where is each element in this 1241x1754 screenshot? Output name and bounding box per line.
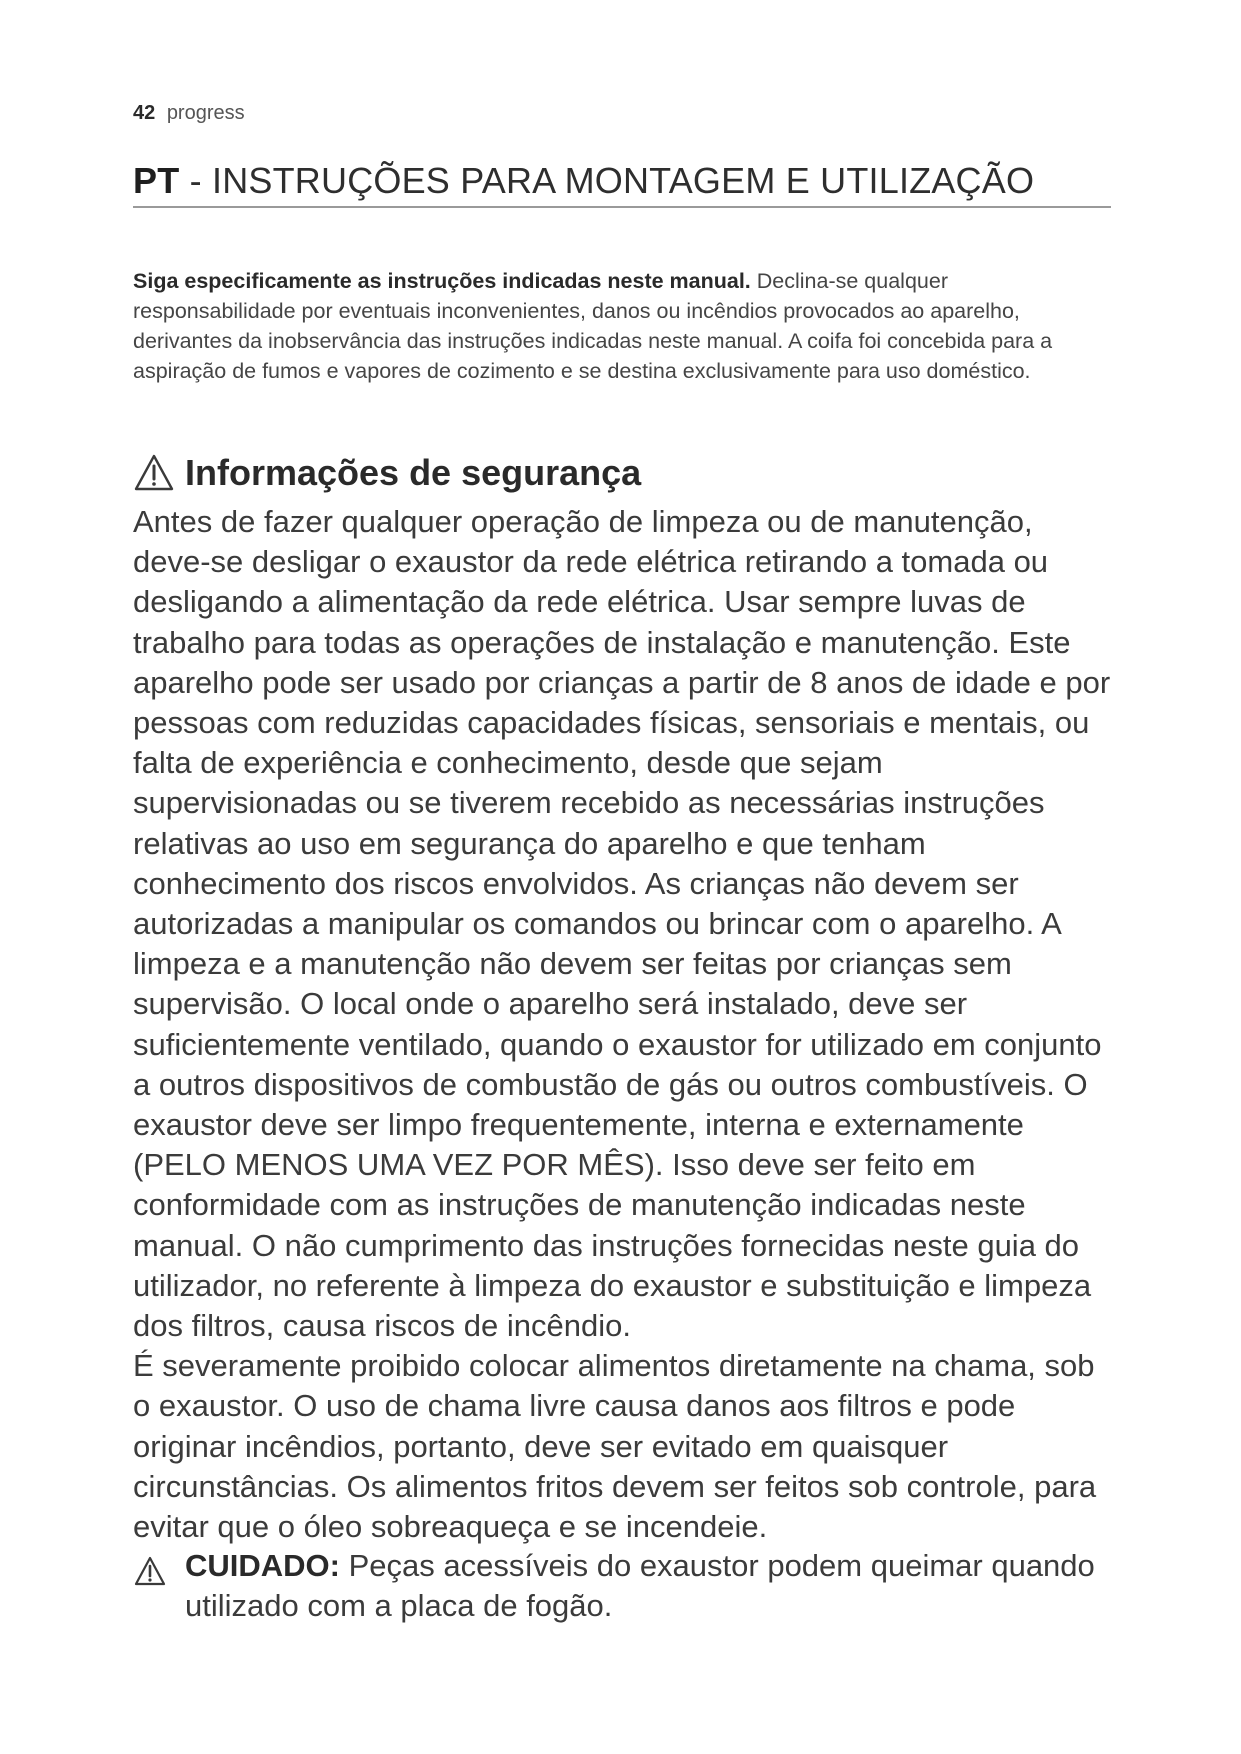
safety-section — [133, 448, 1113, 1547]
intro-text: Declina-se qualquer responsabilidade por eventuais inconvenientes, danos ou incêndios provocados ao aparelho, derivantes da inobservância das instruções indicadas neste manual. A coifa foi concebida para a aspiração de fumos e vapores de cozimento e se destina exclusivamente para uso doméstico. — [133, 269, 1053, 383]
page-title — [133, 160, 1111, 208]
caution-text — [185, 1546, 1113, 1626]
warning-triangle-icon — [133, 453, 175, 493]
caution-notice — [133, 1546, 1113, 1626]
safety-heading — [133, 448, 1113, 498]
page-header — [133, 102, 245, 125]
safety-heading-text: Informações de segurança — [185, 452, 642, 493]
caution-label: CUIDADO: — [185, 1548, 340, 1583]
caution-body: Peças acessíveis do exaustor podem queimar quando utilizado com a placa de fogão. — [185, 1548, 1095, 1623]
safety-paragraph-2: É severamente proibido colocar alimentos diretamente na chama, sob o exaustor. O uso de chama livre causa danos aos filtros e pode originar incêndios, portanto, deve ser evitado em quaisquer circunstâncias. Os alimentos fritos devem ser feitos sob controle, para evitar que o óleo sobreaqueça e se incendeie. — [133, 1348, 1097, 1545]
safety-paragraph-1: Antes de fazer qualquer operação de limpeza ou de manutenção, deve-se desligar o exaustor da rede elétrica retirando a tomada ou desligando a alimentação da rede elétrica. Usar sempre luvas de trabalho para todas as operações de instalação e manutenção. Este aparelho pode ser usado por crianças a partir de 8 anos de idade e por pessoas com reduzidas capacidades físicas, sensoriais e mentais, ou falta de experiência e conhecimento, desde que sejam supervisionadas ou se tiverem recebido as necessárias instruções relativas ao uso em segurança do aparelho e que tenham conhecimento dos riscos envolvidos. As crianças não devem ser autorizadas a manipular os comandos ou brincar com o aparelho. A limpeza e a manutenção não devem ser feitas por crianças sem supervisão. O local onde o aparelho será instalado, deve ser suficientemente ventilado, quando o exaustor for utilizado em conjunto a outros dispositivos de combustão de gás ou outros combustíveis. O exaustor deve ser limpo frequentemente, interna e externamente (PELO MENOS UMA VEZ POR MÊS). Isso deve ser feito em conformidade com as instruções de manutenção indicadas neste manual. O não cumprimento das instruções fornecidas neste guia do utilizador, no referente à limpeza do exaustor e substituição e limpeza dos filtros, causa riscos de incêndio. — [133, 504, 1111, 1344]
title-language-code: PT — [133, 160, 180, 201]
page-number: 42 — [133, 102, 156, 124]
safety-body — [133, 502, 1113, 1547]
brand-name: progress — [166, 102, 245, 124]
intro-paragraph — [133, 266, 1093, 386]
warning-triangle-icon — [133, 1555, 167, 1587]
title-text: - INSTRUÇÕES PARA MONTAGEM E UTILIZAÇÃO — [179, 160, 1035, 201]
intro-bold-text: Siga especificamente as instruções indicadas neste manual. — [133, 269, 751, 293]
